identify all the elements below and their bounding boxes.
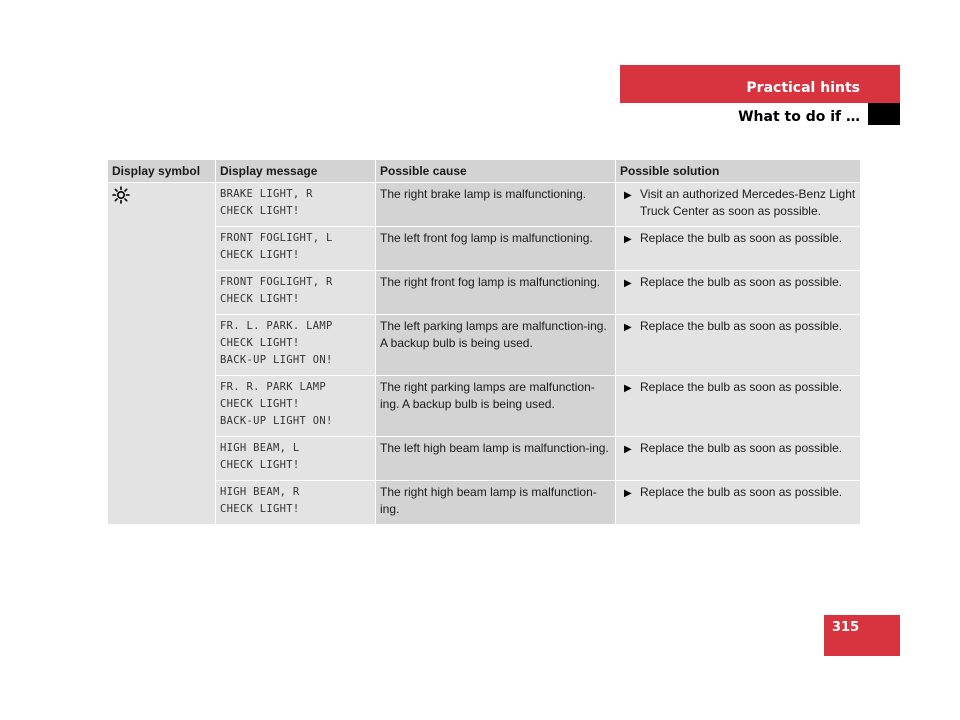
arrow-right-icon: ▶ bbox=[624, 190, 632, 201]
table-row bbox=[108, 314, 860, 375]
hints-table bbox=[108, 160, 860, 524]
subsection-title: What to do if … bbox=[738, 109, 860, 125]
table-row bbox=[108, 436, 860, 480]
column-header-symbol: Display symbol bbox=[108, 160, 215, 182]
arrow-right-icon: ▶ bbox=[624, 383, 632, 394]
possible-solution: ▶ Visit an authorized Mercedes-Benz Light Truck Center as soon as possible. bbox=[615, 182, 860, 226]
possible-solution: ▶ Replace the bulb as soon as possible. bbox=[615, 375, 860, 436]
possible-solution: ▶ Replace the bulb as soon as possible. bbox=[615, 480, 860, 524]
chapter-tab bbox=[868, 103, 900, 125]
possible-solution: ▶ Replace the bulb as soon as possible. bbox=[615, 226, 860, 270]
page-number: 315 bbox=[832, 620, 860, 635]
possible-cause: The right high beam lamp is malfunction-ing. bbox=[375, 480, 615, 524]
display-message: FR. R. PARK LAMP CHECK LIGHT! BACK-UP LIGHT ON! bbox=[215, 375, 375, 436]
possible-cause: The right front fog lamp is malfunctioning. bbox=[375, 270, 615, 314]
table-row bbox=[108, 182, 860, 226]
possible-cause: The right brake lamp is malfunctioning. bbox=[375, 182, 615, 226]
possible-cause: The right parking lamps are malfunction-ing. A backup bulb is being used. bbox=[375, 375, 615, 436]
bulb-burst-icon bbox=[112, 186, 130, 204]
table-row bbox=[108, 226, 860, 270]
table-header-row bbox=[108, 160, 860, 182]
display-message: FRONT FOGLIGHT, L CHECK LIGHT! bbox=[215, 226, 375, 270]
possible-solution: ▶ Replace the bulb as soon as possible. bbox=[615, 270, 860, 314]
arrow-right-icon: ▶ bbox=[624, 488, 632, 499]
column-header-cause: Possible cause bbox=[375, 160, 615, 182]
column-header-message: Display message bbox=[215, 160, 375, 182]
table-row bbox=[108, 270, 860, 314]
table-row bbox=[108, 480, 860, 524]
possible-cause: The left high beam lamp is malfunction-ing. bbox=[375, 436, 615, 480]
display-message: FR. L. PARK. LAMP CHECK LIGHT! BACK-UP LIGHT ON! bbox=[215, 314, 375, 375]
display-message: HIGH BEAM, R CHECK LIGHT! bbox=[215, 480, 375, 524]
section-title: Practical hints bbox=[746, 80, 860, 96]
table-row bbox=[108, 375, 860, 436]
arrow-right-icon: ▶ bbox=[624, 322, 632, 333]
display-symbol-cell bbox=[108, 182, 215, 524]
display-message: HIGH BEAM, L CHECK LIGHT! bbox=[215, 436, 375, 480]
arrow-right-icon: ▶ bbox=[624, 278, 632, 289]
possible-cause: The left parking lamps are malfunction-ing. A backup bulb is being used. bbox=[375, 314, 615, 375]
arrow-right-icon: ▶ bbox=[624, 444, 632, 455]
arrow-right-icon: ▶ bbox=[624, 234, 632, 245]
possible-cause: The left front fog lamp is malfunctioning. bbox=[375, 226, 615, 270]
column-header-solution: Possible solution bbox=[615, 160, 860, 182]
display-message: BRAKE LIGHT, R CHECK LIGHT! bbox=[215, 182, 375, 226]
possible-solution: ▶ Replace the bulb as soon as possible. bbox=[615, 436, 860, 480]
possible-solution: ▶ Replace the bulb as soon as possible. bbox=[615, 314, 860, 375]
display-message: FRONT FOGLIGHT, R CHECK LIGHT! bbox=[215, 270, 375, 314]
